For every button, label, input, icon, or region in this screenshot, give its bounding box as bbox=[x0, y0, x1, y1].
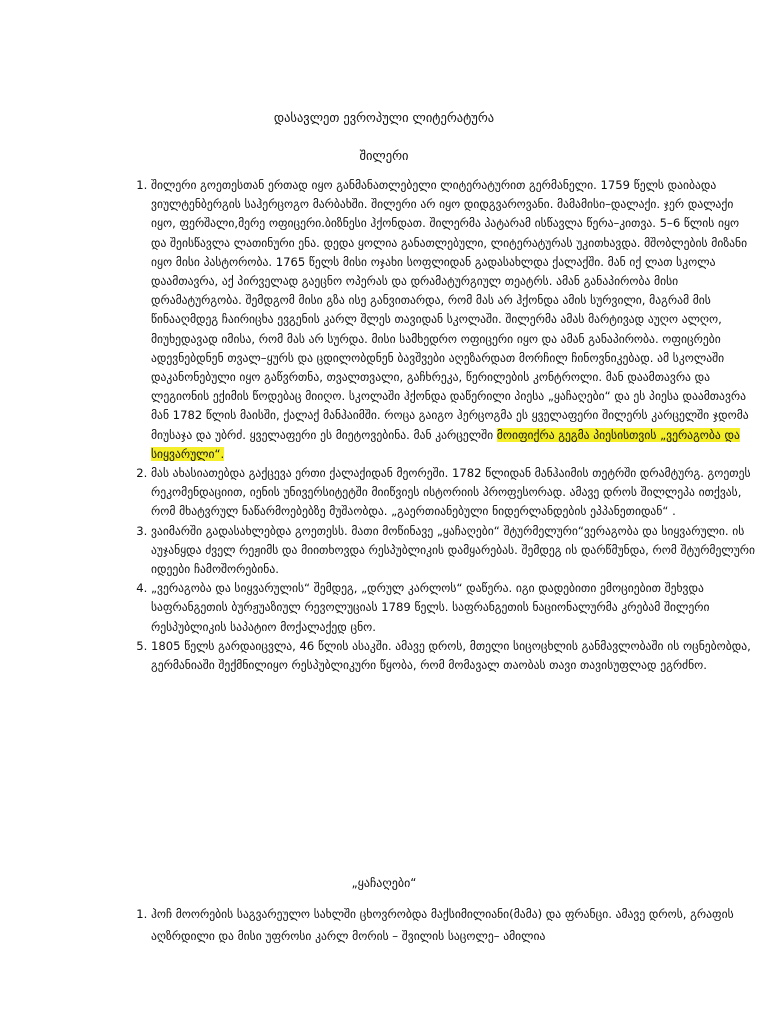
list-item-text: 1805 წელს გარდაიცვლა, 46 წლის ასაკში. ამავე დროს, მთელი სიცოცხლის განმავლობაში ის ოცნებობდა, გერმანიაში შექმნილიყო რესპუბლიკური წყობა, რომ მომავალ თაობას თავი თავისუფლად ეგრძნო. bbox=[151, 638, 751, 673]
list-item bbox=[151, 464, 756, 522]
list-item-text: „ვერაგობა და სიყვარულის“ შემდეგ, „დრულ კარლოს“ დაწერა. იგი დადებითი ემოციებით შეხვდა საფრანგეთის ბურჟუაზიულ რევოლუციას 1789 წელს. საფრანგეთის ნაციონალურმა კრებამ შილერი რესპუბლიკის საპატიო მოქალაქედ ცნო. bbox=[151, 581, 710, 634]
list-item bbox=[151, 903, 756, 947]
numbered-list bbox=[115, 176, 756, 675]
page-subtitle: შილერი bbox=[359, 148, 409, 163]
list-item bbox=[151, 176, 756, 464]
list-item bbox=[151, 637, 756, 675]
list-item bbox=[151, 522, 756, 580]
section-title: „ყაჩაღები“ bbox=[351, 876, 417, 890]
list-item-text: ჰოჩ მოორების საგვარეულო სახლში ცხოვრობდა მაქსიმილიანი(მამა) და ფრანცი. ამავე დროს, გრაფის აღზრდილი და მისი უფროსი კარლ მორის – შვილის საცოლე– ამილია bbox=[151, 907, 734, 943]
highlighted-text: მოიფიქრა გეგმა პიესისთვის „ვერაგობა და სიყვარული“. bbox=[151, 427, 740, 461]
section-numbered-list bbox=[115, 903, 756, 947]
list-item-text: შილერი გოეთესთან ერთად იყო განმანათლებელი ლიტერატურით გერმანელი. 1759 წელს დაიბადა ვიულტენბერგის საჰერცოგო მარბახში. შილერი არ იყო დიდგვაროვანი. მამამისი–დალაქი. ჯერ დალაქი იყო, ფერშალი,მერე ოფიცერი.ბიზნესი ჰქონდათ. შილერმა პატარამ ისწავლა წერა–კითვა. 5–6 წლის იყო და შეისწავლა ლათინური ენა. დედა ყოლია განათლებული, ლიტერატურას უკითხავდა. მშობლების მიზანი იყო მისი პასტორობა. 1765 წელს მისი ოჯახი სოფლიდან გადასახლდა ქალაქში. მან იქ ლათ სკოლა დაამთავრა, აქ პირველად გაეცნო ოპერას და დრამატურგიულ თეატრს. ამან განაპირობა მისი დრამატურგობა. შემდგომ მისი გზა ისე განვითარდა, რომ მას არ ჰქონდა ამის სურვილი, მაგრამ მის წინააღმდეგ ჩაირიცხა ევგენის კარლ შლეს თავიდან სკოლაში. შილერმა ამას მარტივად აუღო ალღო, მიუხედავად იმისა, რომ მას არ სურდა. მისი სამხედრო ოფიცერი იყო და ამან განაპირობა. ოფიცრები ადევნებდნენ თვალ–ყურს და ცდილობდნენ ბავშვები აღეზარდათ მორჩილ ჩინოვნიკებად. ამ სკოლაში დაკანონებული იყო გაწვრთნა, თვალთვალი, გაჩხრეკა, წერილების კონტროლი. მან დაამთავრა და ლეგიონის ექიმის წოდებაც მიიღო. სკოლაში ჰქონდა დაწერილი პიესა „ყაჩაღები“ და ეს პიესა დაამთავრა მან 1782 წლის მაისში, ქალაქ მანჰაიმში. როცა გაიგო ჰერცოგმა ეს ყველაფერი შილერს კარცელში ჯდომა მიუსაჯა და უბრძ. ყველაფერი ეს მიეტოვებინა. მან კარცელში bbox=[151, 178, 749, 442]
page-title: დასავლეთ ევროპული ლიტერატურა bbox=[273, 110, 495, 125]
list-item-text: მას ახასიათებდა გაქცევა ერთი ქალაქიდან მეორეში. 1782 წლიდან მანჰაიმის თეტრში დრამტურგ. გოეთეს რეკომენდაციით, იენის უნივერსიტეტში მიიწვიეს ისტორიის პროფესორად. ამავე დროს შილლეპა ითქვას, რომ მხატვრულ ნაწარმოებებზე მუშაობდა. „გაერთიანებული ნიდერლანდების ეპპანეთიდან“ . bbox=[151, 466, 751, 519]
list-item bbox=[151, 579, 756, 637]
list-item-text: ვაიმარში გადასახლებდა გოეთესს. მათი მოწინავე „ყაჩაღები“ შტურმელური“ვერაგობა და სიყვარული. ის აუჯანყდა ძველ რეჟიმს და მიითხოვდა რესპუბლიკის დამყარებას. შემდეგ ის დარწმუნდა, რომ შტურმელური იდეები ჩამოშორებინა. bbox=[151, 523, 755, 577]
